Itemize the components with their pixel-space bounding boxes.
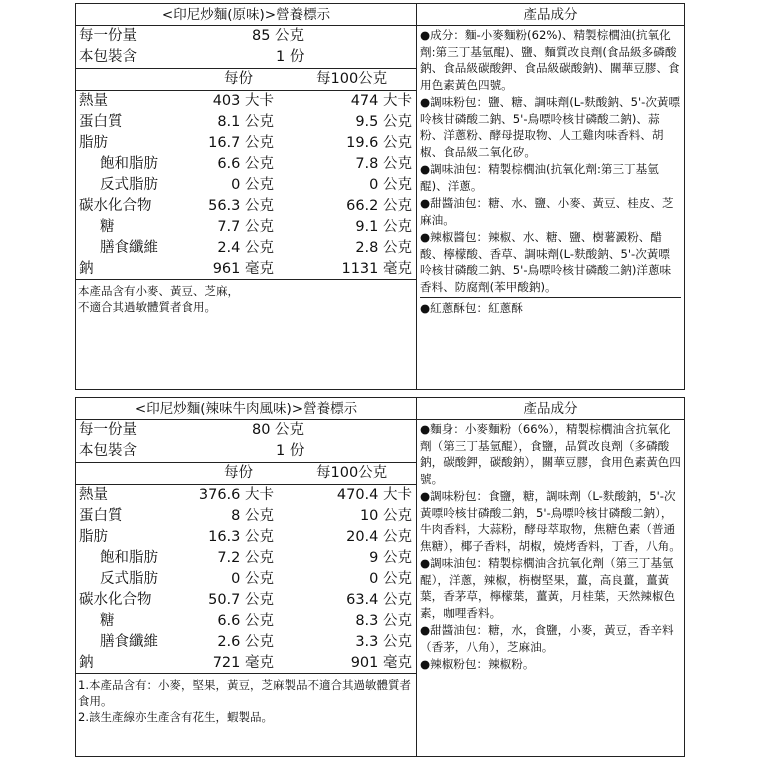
servings-per-package-label: 本包裝含 [79, 49, 137, 65]
ingredient-item: ●紅蔥酥包：紅蔥酥 [420, 297, 681, 317]
nutrient-row [76, 112, 416, 133]
allergen-note [76, 280, 416, 315]
ingredients-title: 產品成分 [417, 398, 684, 420]
per-serving-value: 6.6 公克 [217, 156, 274, 172]
per-100g-value: 0 公克 [369, 571, 412, 587]
per-100g-value: 3.3 公克 [355, 634, 412, 650]
per-serving-value: 2.6 公克 [217, 634, 274, 650]
nutrient-row [76, 611, 416, 632]
servings-per-package-value: 1 份 [276, 443, 305, 459]
nutrient-label: 蛋白質 [79, 114, 123, 130]
serving-size-row [76, 420, 416, 441]
per-serving-value: 6.6 公克 [217, 613, 274, 629]
nutrient-label: 熱量 [79, 487, 108, 503]
per-serving-value: 8.1 公克 [217, 114, 274, 130]
per-serving-value: 0 公克 [231, 571, 274, 587]
nutrient-label: 脂肪 [79, 135, 108, 151]
ingredient-item: ●成分：麵-小麥麵粉(62%)、精製棕櫚油(抗氧化劑:第三丁基氫醌)、鹽、麵質改良劑(食品級多磷酸鈉、食品級碳酸鉀、食品級碳酸鈉)、關華豆膠、食用色素黃色四號。 [420, 28, 680, 92]
per-serving-value: 961 毫克 [212, 261, 274, 277]
ingredients-list [417, 26, 684, 317]
allergen-note-line: 不適合其過敏體質者食用。 [78, 300, 216, 314]
per-100g-value: 470.4 大卡 [336, 487, 412, 503]
nutrient-row [76, 217, 416, 238]
nutrient-label: 蛋白質 [79, 508, 123, 524]
serving-size-row [76, 26, 416, 47]
servings-per-package-value: 1 份 [276, 49, 305, 65]
nutrient-rows [76, 485, 416, 674]
serving-size-value: 85 公克 [252, 28, 305, 44]
nutrient-row [76, 196, 416, 217]
ingredient-item: ●調味油包：精製棕櫚油(抗氧化劑:第三丁基氫醌)、洋蔥。 [420, 162, 659, 193]
per-serving-value: 7.2 公克 [217, 550, 274, 566]
nutrient-row [76, 175, 416, 196]
allergen-note-line: 1.本產品含有：小麥，堅果，黃豆，芝麻製品不適合其過敏體質者食用。 [78, 678, 411, 708]
nutrient-label: 熱量 [79, 93, 108, 109]
nutrient-row [76, 91, 416, 112]
nutrient-label: 反式脂肪 [100, 571, 158, 587]
nutrient-label: 反式脂肪 [100, 177, 158, 193]
nutrient-label: 糖 [100, 219, 115, 235]
per-serving-value: 16.7 公克 [208, 135, 274, 151]
nutrient-label: 飽和脂肪 [100, 156, 158, 172]
nutrient-row [76, 133, 416, 154]
nutrient-row [76, 485, 416, 506]
ingredient-item: ●麵身：小麥麵粉（66%），精製棕櫚油含抗氧化劑（第三丁基氫醌），食鹽，品質改良劑（多磷酸鈉，碳酸鉀，碳酸鈉），關華豆膠，食用色素黃色四號。 [420, 422, 681, 486]
per-serving-value: 0 公克 [231, 177, 274, 193]
nutrient-row [76, 506, 416, 527]
column-header-row [76, 68, 416, 91]
per-100g-value: 9.5 公克 [355, 114, 412, 130]
allergen-note-line: 2.該生產線亦生產含有花生，蝦製品。 [78, 710, 273, 724]
per-100g-header: 每100公克 [316, 465, 388, 481]
per-100g-value: 474 大卡 [350, 93, 412, 109]
ingredient-item: ●調味油包：精製棕櫚油含抗氧化劑（第三丁基氫醌），洋蔥，辣椒，栴樹堅果，薑，高良薑，薑黃葉，香茅草，檸檬葉，薑黃，月桂葉，天然辣椒色素，咖哩香料。 [420, 556, 676, 620]
nutrition-panel-original [75, 3, 685, 390]
nutrient-label: 碳水化合物 [79, 198, 152, 214]
servings-per-package-row [76, 47, 416, 68]
per-serving-value: 56.3 公克 [208, 198, 274, 214]
nutrient-label: 膳食纖維 [100, 240, 158, 256]
nutrient-row [76, 653, 416, 674]
ingredient-item: ●調味粉包：鹽、糖、調味劑(L-麩酸鈉、5'-次黃嘌呤核甘磷酸二鈉、5'-鳥嘌呤核甘磷酸二鈉)、蒜粉、洋蔥粉、酵母提取物、人工雞肉味香料、胡椒、食品級二氧化矽。 [420, 95, 681, 159]
nutrient-rows [76, 91, 416, 280]
nutrient-label: 飽和脂肪 [100, 550, 158, 566]
serving-size-label: 每一份量 [79, 28, 137, 44]
nutrition-facts-table [76, 398, 417, 756]
per-100g-value: 19.6 公克 [346, 135, 412, 151]
ingredient-item: ●甜醬油包：糖、水、鹽、小麥、黃豆、桂皮、芝麻油。 [420, 196, 674, 227]
per-serving-value: 403 大卡 [212, 93, 274, 109]
nutrition-facts-table [76, 4, 417, 389]
nutrient-label: 糖 [100, 613, 115, 629]
ingredients-title: 產品成分 [417, 4, 684, 26]
servings-per-package-row [76, 441, 416, 462]
per-serving-value: 721 毫克 [212, 655, 274, 671]
ingredients-section [417, 398, 684, 756]
allergen-note-line: 本產品含有小麥、黃豆、芝麻， [78, 284, 239, 298]
per-100g-value: 10 公克 [359, 508, 412, 524]
nutrient-row [76, 632, 416, 653]
nutrient-row [76, 527, 416, 548]
nutrient-label: 鈉 [79, 261, 94, 277]
per-serving-header: 每份 [224, 71, 253, 87]
nutrient-row [76, 548, 416, 569]
nutrient-label: 碳水化合物 [79, 592, 152, 608]
per-serving-value: 7.7 公克 [217, 219, 274, 235]
nutrient-row [76, 238, 416, 259]
per-serving-value: 376.6 大卡 [198, 487, 274, 503]
nutrient-row [76, 569, 416, 590]
per-100g-value: 66.2 公克 [346, 198, 412, 214]
per-100g-header: 每100公克 [316, 71, 388, 87]
allergen-note [76, 674, 416, 725]
per-100g-value: 7.8 公克 [355, 156, 412, 172]
nutrition-title: <印尼炒麵(原味)>營養標示 [76, 4, 416, 26]
serving-size-label: 每一份量 [79, 422, 137, 438]
per-100g-value: 2.8 公克 [355, 240, 412, 256]
ingredient-item: ●辣椒醬包：辣椒、水、糖、鹽、樹薯澱粉、醋酸、檸檬酸、香草、調味劑(L-麩酸鈉、5'-次黃嘌呤核甘磷酸二鈉、5'-鳥嘌呤核甘磷酸二鈉)洋蔥味香料、防腐劑(苯甲酸鈉)。 [420, 230, 672, 294]
per-serving-value: 50.7 公克 [208, 592, 274, 608]
nutrient-row [76, 154, 416, 175]
nutrient-label: 脂肪 [79, 529, 108, 545]
per-100g-value: 1131 毫克 [341, 261, 412, 277]
ingredient-item: ●辣椒粉包：辣椒粉。 [420, 657, 535, 671]
per-serving-value: 8 公克 [231, 508, 274, 524]
ingredient-item: ●甜醬油包：糖，水，食鹽，小麥，黃豆，香辛料（香茅，八角），芝麻油。 [420, 623, 674, 654]
per-100g-value: 20.4 公克 [346, 529, 412, 545]
per-100g-value: 63.4 公克 [346, 592, 412, 608]
serving-size-value: 80 公克 [252, 422, 305, 438]
servings-per-package-label: 本包裝含 [79, 443, 137, 459]
ingredients-list [417, 420, 684, 673]
nutrition-title: <印尼炒麵(辣味牛肉風味)>營養標示 [76, 398, 416, 420]
per-100g-value: 8.3 公克 [355, 613, 412, 629]
nutrient-label: 鈉 [79, 655, 94, 671]
ingredient-item: ●調味粉包：食鹽，糖，調味劑（L-麩酸鈉，5'-次黃嘌呤核甘磷酸二鈉，5'-鳥嘌呤核甘磷酸二鈉），牛肉香料，大蒜粉，酵母萃取物，焦糖色素（普通焦糖），椰子香料，胡椒，燒烤香料，丁香，八角。 [420, 489, 681, 553]
column-header-row [76, 462, 416, 485]
nutrient-row [76, 259, 416, 280]
nutrient-label: 膳食纖維 [100, 634, 158, 650]
per-100g-value: 901 毫克 [350, 655, 412, 671]
nutrient-row [76, 590, 416, 611]
per-serving-header: 每份 [224, 465, 253, 481]
ingredients-section [417, 4, 684, 389]
nutrition-panel-spicy-beef [75, 397, 685, 757]
per-serving-value: 2.4 公克 [217, 240, 274, 256]
per-serving-value: 16.3 公克 [208, 529, 274, 545]
per-100g-value: 9 公克 [369, 550, 412, 566]
per-100g-value: 0 公克 [369, 177, 412, 193]
per-100g-value: 9.1 公克 [355, 219, 412, 235]
